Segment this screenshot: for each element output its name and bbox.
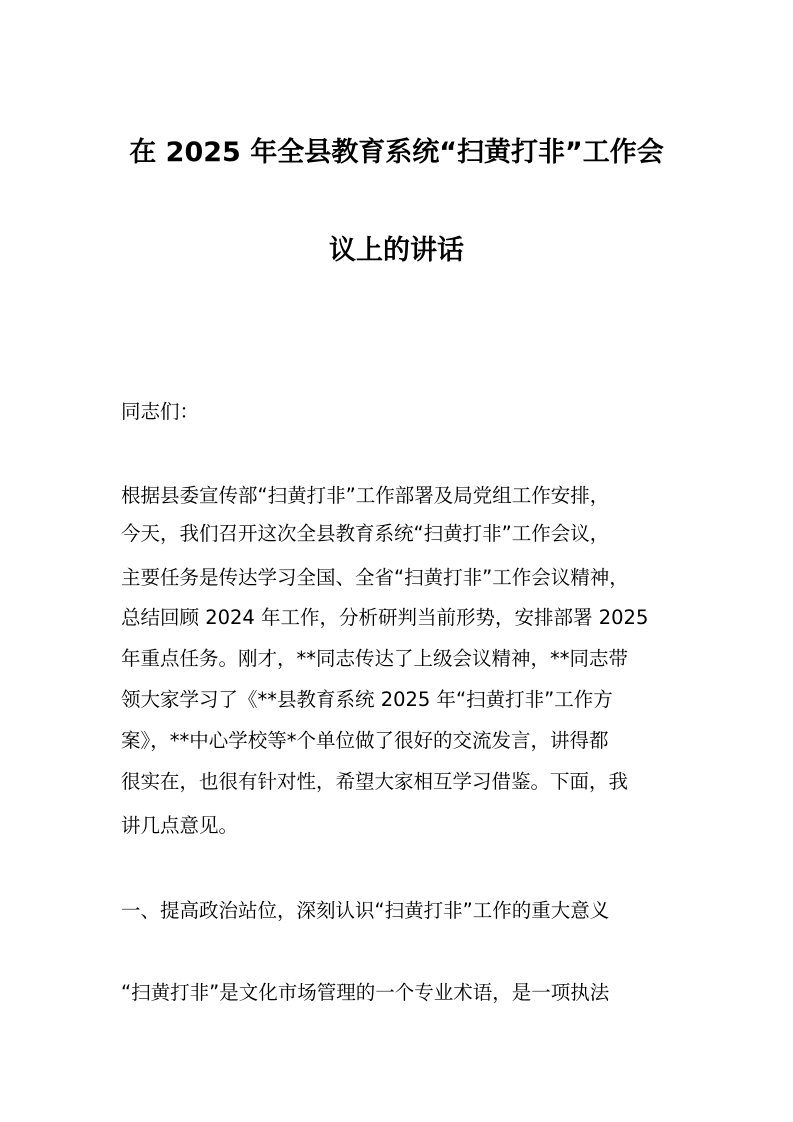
document-title-line-1: 在 2025 年全县教育系统“扫黄打非”工作会 — [129, 137, 664, 168]
section-heading-1: 一、提高政治站位，深刻认识“扫黄打非”工作的重大意义 — [121, 899, 610, 922]
paragraph-1-line-1: 根据县委宣传部“扫黄打非”工作部署及局党组工作安排， — [121, 484, 610, 507]
paragraph-1-line-3: 主要任务是传达学习全国、全省“扫黄打非”工作会议精神， — [121, 566, 629, 589]
paragraph-2-line-1: “扫黄打非”是文化市场管理的一个专业术语，是一项执法 — [121, 981, 610, 1004]
paragraph-1-line-5: 年重点任务。刚才，**同志传达了上级会议精神，**同志带 — [121, 647, 629, 670]
paragraph-1-line-8: 很实在，也很有针对性，希望大家相互学习借鉴。下面，我 — [121, 770, 629, 793]
paragraph-1-line-7: 案》，**中心学校等*个单位做了很好的交流发言，讲得都 — [121, 729, 609, 752]
document-title-line-2: 议上的讲话 — [329, 235, 464, 266]
salutation: 同志们： — [121, 400, 200, 423]
paragraph-1-line-9: 讲几点意见。 — [121, 814, 239, 837]
paragraph-1-line-2: 今天，我们召开这次全县教育系统“扫黄打非”工作会议， — [121, 522, 610, 545]
paragraph-1-line-4: 总结回顾 2024 年工作，分析研判当前形势，安排部署 2025 — [121, 606, 649, 629]
paragraph-1-line-6: 领大家学习了《**县教育系统 2025 年“扫黄打非”工作方 — [121, 688, 613, 711]
